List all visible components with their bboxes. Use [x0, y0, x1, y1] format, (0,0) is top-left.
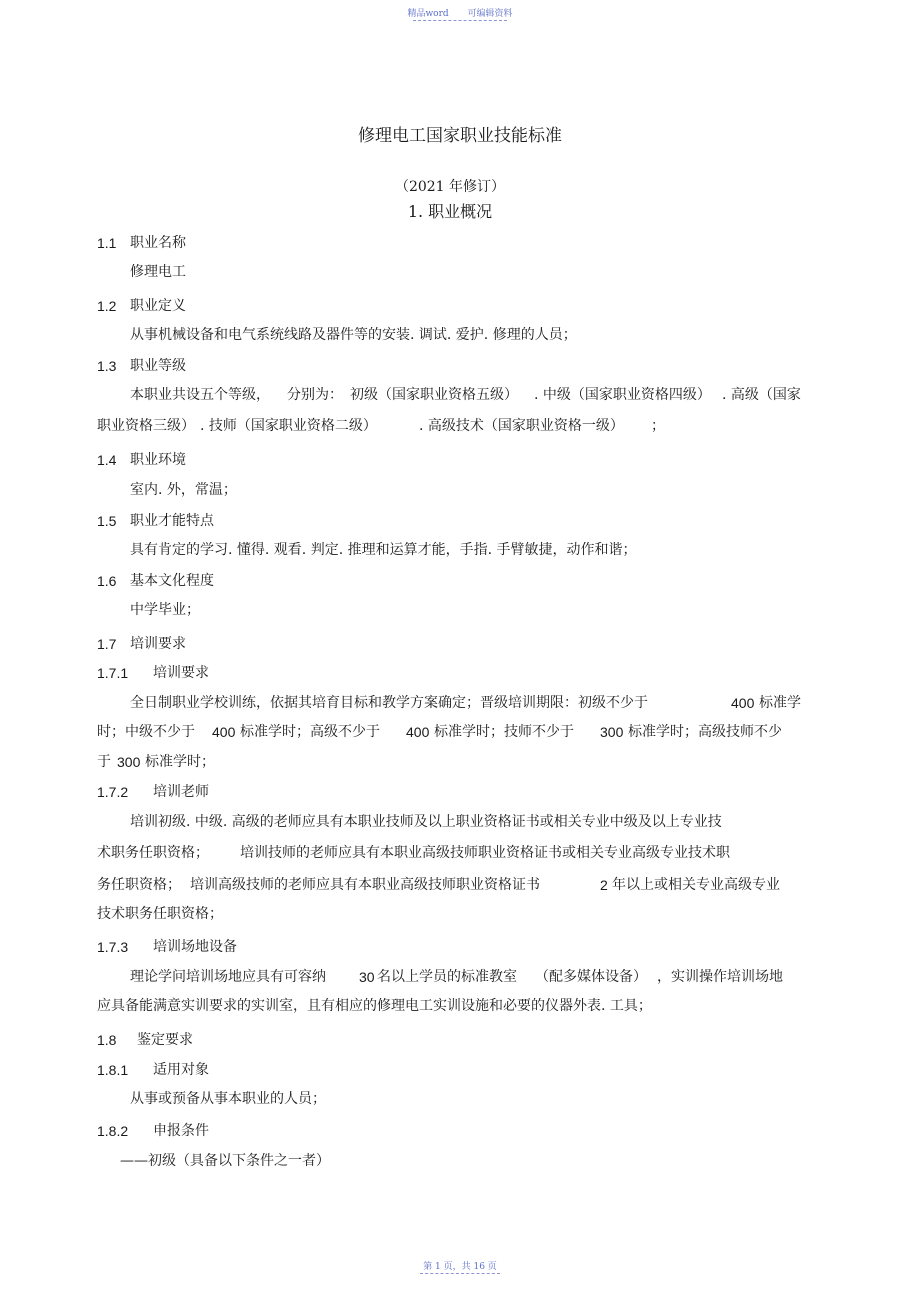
paragraph-line: 全日制职业学校训练，依据其培育目标和教学方案确定；晋级培训期限：初级不少于	[130, 695, 648, 711]
paragraph-line: . 中级（国家职业资格四级）	[534, 387, 711, 403]
paragraph: 从事或预备从事本职业的人员；	[130, 1091, 326, 1107]
section-heading: 1. 职业概况	[407, 202, 493, 221]
section-number: 1.7.3	[97, 939, 129, 955]
paragraph-line: 标准学时；技师不少于	[434, 724, 574, 740]
section-title: 申报条件	[153, 1123, 209, 1139]
section-number: 1.7.2	[97, 784, 129, 800]
paragraph-number: 300	[600, 724, 624, 740]
paragraph-line: （配多媒体设备）	[535, 969, 647, 985]
paragraph-number: 400	[406, 724, 430, 740]
section-title: 职业等级	[130, 358, 186, 374]
paragraph-line: 培训初级. 中级. 高级的老师应具有本职业技师及以上职业资格证书或相关专业中级及以上专业技	[130, 814, 722, 830]
paragraph-line: 初级（国家职业资格五级）	[350, 387, 518, 403]
section-title: 培训老师	[153, 784, 209, 800]
section-title: 职业名称	[130, 235, 186, 251]
paragraph: ——初级（具备以下条件之一者）	[120, 1153, 330, 1169]
paragraph-line: 于	[97, 754, 111, 770]
section-number: 1.6	[97, 573, 117, 589]
paragraph-line: 年以上或相关专业高级专业	[612, 877, 780, 893]
section-number: 1.3	[97, 358, 117, 374]
paragraph-line: 标准学时；高级技师不少	[628, 724, 782, 740]
paragraph-line: . 技师（国家职业资格二级）	[200, 418, 377, 434]
section-title: 职业环境	[130, 452, 186, 468]
section-number: 1.2	[97, 298, 117, 314]
paragraph: 中学毕业；	[130, 602, 200, 618]
section-number: 1.5	[97, 513, 117, 529]
paragraph-line: 标准学时；	[145, 754, 215, 770]
paragraph-number: 400	[212, 724, 236, 740]
paragraph: 从事机械设备和电气系统线路及器件等的安装. 调试. 爱护. 修理的人员；	[130, 327, 577, 343]
paragraph-number: 400	[731, 695, 755, 711]
paragraph-line: 标准学时；高级不少于	[240, 724, 380, 740]
paragraph: 具有肯定的学习. 懂得. 观看. 判定. 推理和运算才能，手指. 手臂敏捷，动作和谐；	[130, 542, 637, 558]
section-title: 职业定义	[130, 298, 186, 314]
paragraph-line: 标准学	[759, 695, 801, 711]
paragraph-line: 培训高级技师的老师应具有本职业高级技师职业资格证书	[190, 877, 540, 893]
paragraph-line: 本职业共设五个等级，	[130, 387, 270, 403]
paragraph-number: 300	[117, 754, 141, 770]
paragraph-line: . 高级（国家	[722, 387, 801, 403]
section-number: 1.8	[97, 1032, 117, 1048]
section-number: 1.7.1	[97, 665, 129, 681]
paragraph-line: 职业资格三级）	[97, 418, 195, 434]
paragraph-line: 培训技师的老师应具有本职业高级技师职业资格证书或相关专业高级专业技术职	[240, 845, 730, 861]
page-footer: 第 1 页，共 16 页	[423, 1262, 497, 1272]
paragraph-line: 分别为：	[287, 387, 343, 403]
paragraph-number: 30	[359, 969, 375, 985]
paragraph-number: 2	[600, 877, 608, 893]
paragraph: 室内. 外，常温；	[130, 482, 237, 498]
paragraph-line: ；	[651, 418, 665, 434]
section-title: 基本文化程度	[130, 573, 214, 589]
section-number: 1.4	[97, 452, 117, 468]
paragraph: 修理电工	[130, 264, 186, 280]
header-left-text: 精品word	[407, 9, 449, 19]
document-subtitle: （2021 年修订）	[394, 179, 506, 195]
paragraph-line: 务任职资格；	[97, 877, 181, 893]
section-title: 职业才能特点	[130, 513, 214, 529]
section-number: 1.1	[97, 235, 117, 251]
section-title: 培训场地设备	[153, 939, 237, 955]
section-title: 鉴定要求	[137, 1032, 193, 1048]
paragraph-line: ，实训操作培训场地	[657, 969, 783, 985]
section-title: 培训要求	[153, 665, 209, 681]
header-rule	[413, 20, 507, 21]
paragraph-line: . 高级技术（国家职业资格一级）	[419, 418, 624, 434]
section-number: 1.8.2	[97, 1123, 129, 1139]
section-title: 适用对象	[153, 1062, 209, 1078]
document-title: 修理电工国家职业技能标准	[358, 126, 562, 146]
header-right-text: 可编辑资料	[467, 9, 513, 19]
paragraph-line: 名以上学员的标准教室	[377, 969, 517, 985]
section-number: 1.8.1	[97, 1062, 129, 1078]
paragraph-line: 应具备能满意实训要求的实训室，且有相应的修理电工实训设施和必要的仪器外表. 工具；	[97, 998, 652, 1014]
paragraph-line: 技术职务任职资格；	[97, 906, 223, 922]
footer-rule	[420, 1273, 500, 1274]
paragraph-line: 时；中级不少于	[97, 724, 195, 740]
paragraph-line: 术职务任职资格；	[97, 845, 209, 861]
paragraph-line: 理论学问培训场地应具有可容纳	[130, 969, 326, 985]
section-number: 1.7	[97, 636, 117, 652]
section-title: 培训要求	[130, 636, 186, 652]
page-header	[0, 6, 920, 19]
